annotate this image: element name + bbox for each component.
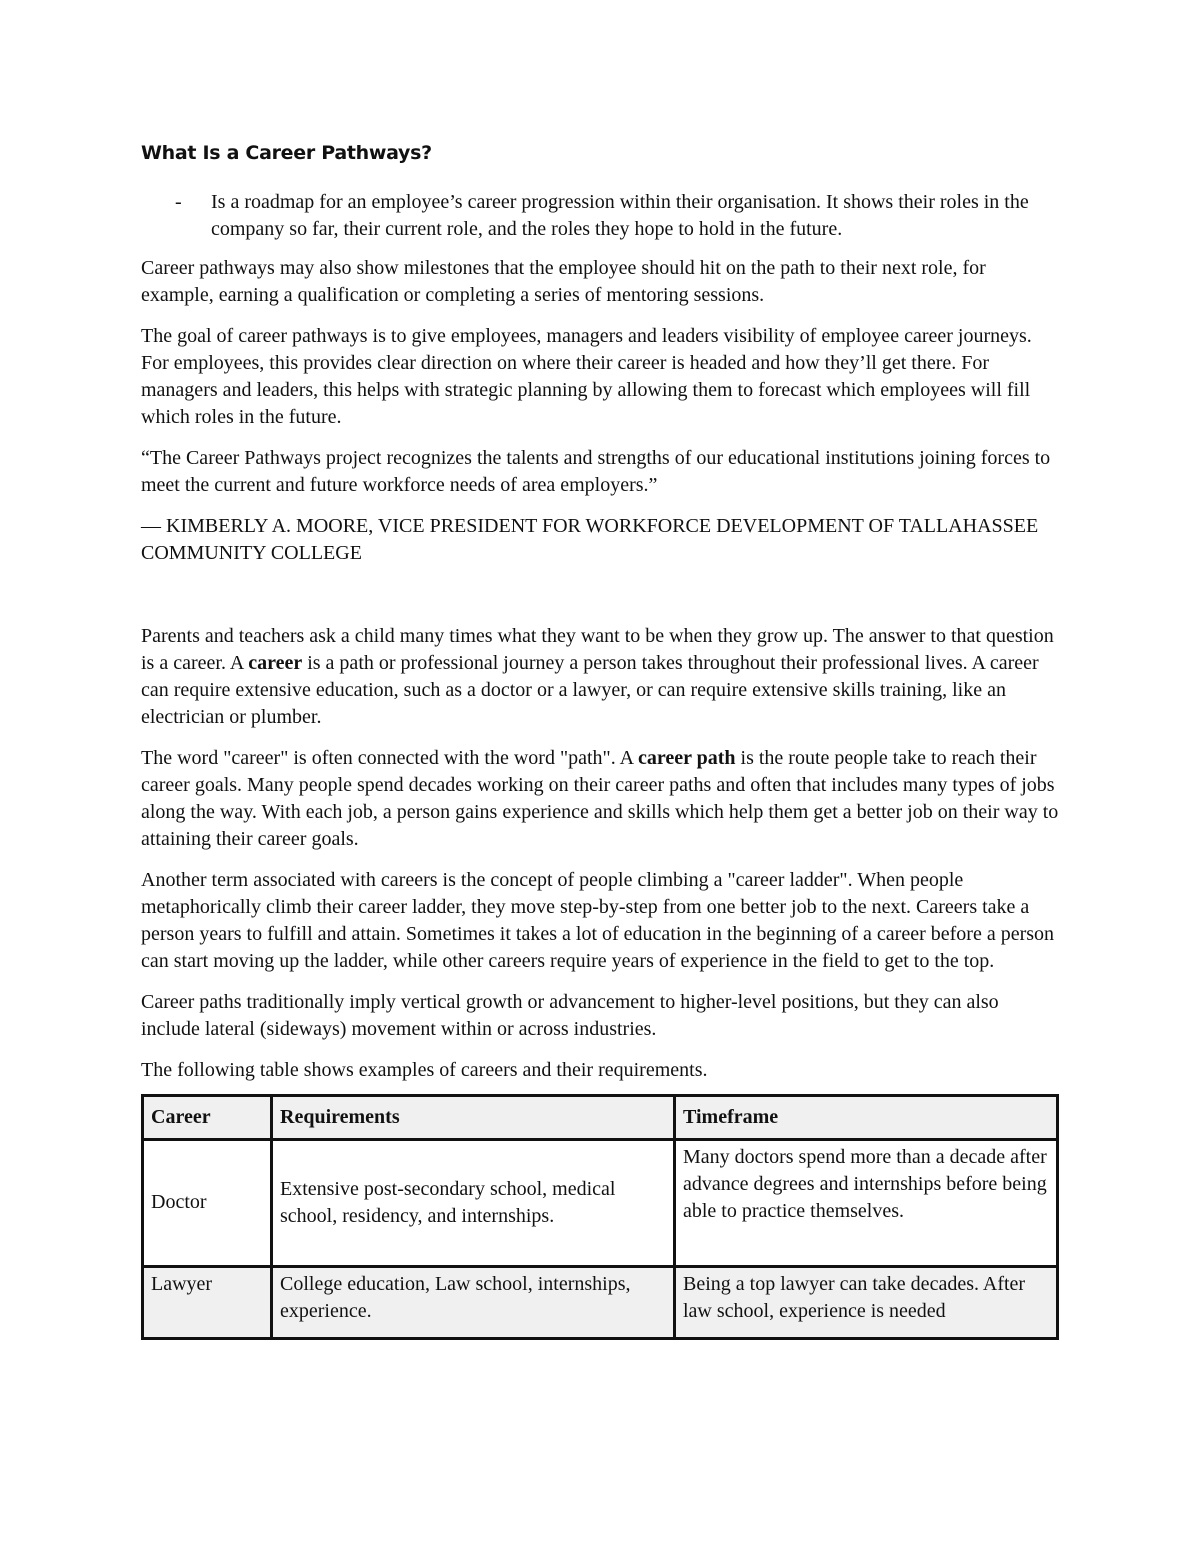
cell-career: Lawyer	[143, 1267, 272, 1339]
paragraph-goal: The goal of career pathways is to give employees, managers and leaders visibility of employee career journeys. For employees, this provides clear direction on where their career is headed and how they’ll get there. For managers and leaders, this helps with strategic planning by allowing them to forecast which employees will fill which roles in the future.	[141, 325, 1032, 428]
paragraph-career-path	[141, 745, 1061, 853]
cell-timeframe: Being a top lawyer can take decades. After law school, experience is needed	[675, 1267, 1058, 1339]
quote: “The Career Pathways project recognizes the talents and strengths of our educational institutions joining forces to meet the current and future workforce needs of area employers.”	[141, 447, 1051, 496]
paragraph-table-intro: The following table shows examples of careers and their requirements.	[141, 1059, 708, 1081]
table-row	[143, 1140, 1058, 1267]
paragraph-ladder: Another term associated with careers is the concept of people climbing a "career ladder". When people metaphorically climb their career ladder, they move step-by-step from one better job to the next. Careers take a person years to fulfill and attain. Sometimes it takes a lot of education in the beginning of a career before a person can start moving up the ladder, while other careers require years of experience in the field to get to the top.	[141, 869, 1055, 972]
paragraph-parents-bold: career	[248, 652, 303, 674]
definition-bullet	[141, 189, 1061, 243]
paragraph-parents-after: is a path or professional journey a person takes throughout their professional lives. A career can require extensive education, such as a doctor or a lawyer, or can require extensive skills training, like an electrician or plumber.	[141, 652, 1039, 728]
cell-timeframe: Many doctors spend more than a decade after advance degrees and internships before being able to practice themselves.	[675, 1140, 1058, 1267]
paragraph-career-path-bold: career path	[637, 747, 736, 769]
paragraph-parents-before: Parents and teachers ask a child many times what they want to be when they grow up. The answer to that question is a career. A	[141, 625, 1054, 674]
paragraph-career-path-after: is the route people take to reach their career goals. Many people spend decades working on their career paths and often that includes many types of jobs along the way. With each job, a person gains experience and skills which help them get a better job on their way to attaining their career goals.	[141, 747, 1059, 850]
page-title: What Is a Career Pathways?	[141, 142, 432, 164]
paragraph-vertical: Career paths traditionally imply vertical growth or advancement to higher-level positions, but they can also include lateral (sideways) movement within or across industries.	[141, 991, 999, 1040]
bullet-text: Is a roadmap for an employee’s career progression within their organisation. It shows their roles in the company so far, their current role, and the roles they hope to hold in the future.	[211, 191, 1029, 240]
cell-career: Doctor	[143, 1140, 272, 1267]
paragraph-parents	[141, 623, 1061, 731]
bullet-marker: -	[175, 191, 182, 213]
paragraph-milestones: Career pathways may also show milestones that the employee should hit on the path to their next role, for example, earning a qualification or completing a series of mentoring sessions.	[141, 257, 986, 306]
header-requirements: Requirements	[272, 1096, 675, 1140]
document-page	[141, 140, 1061, 1340]
header-timeframe: Timeframe	[675, 1096, 1058, 1140]
cell-requirements: Extensive post-secondary school, medical school, residency, and internships.	[272, 1140, 675, 1267]
cell-requirements: College education, Law school, internships, experience.	[272, 1267, 675, 1339]
table-row	[143, 1267, 1058, 1339]
careers-table	[141, 1094, 1059, 1340]
quote-attribution: — KIMBERLY A. MOORE, VICE PRESIDENT FOR WORKFORCE DEVELOPMENT OF TALLAHASSEE COMMUNITY COLLEGE	[141, 515, 1039, 564]
header-career: Career	[143, 1096, 272, 1140]
table-header-row	[143, 1096, 1058, 1140]
paragraph-career-path-before: The word "career" is often connected with the word "path". A	[141, 747, 638, 769]
